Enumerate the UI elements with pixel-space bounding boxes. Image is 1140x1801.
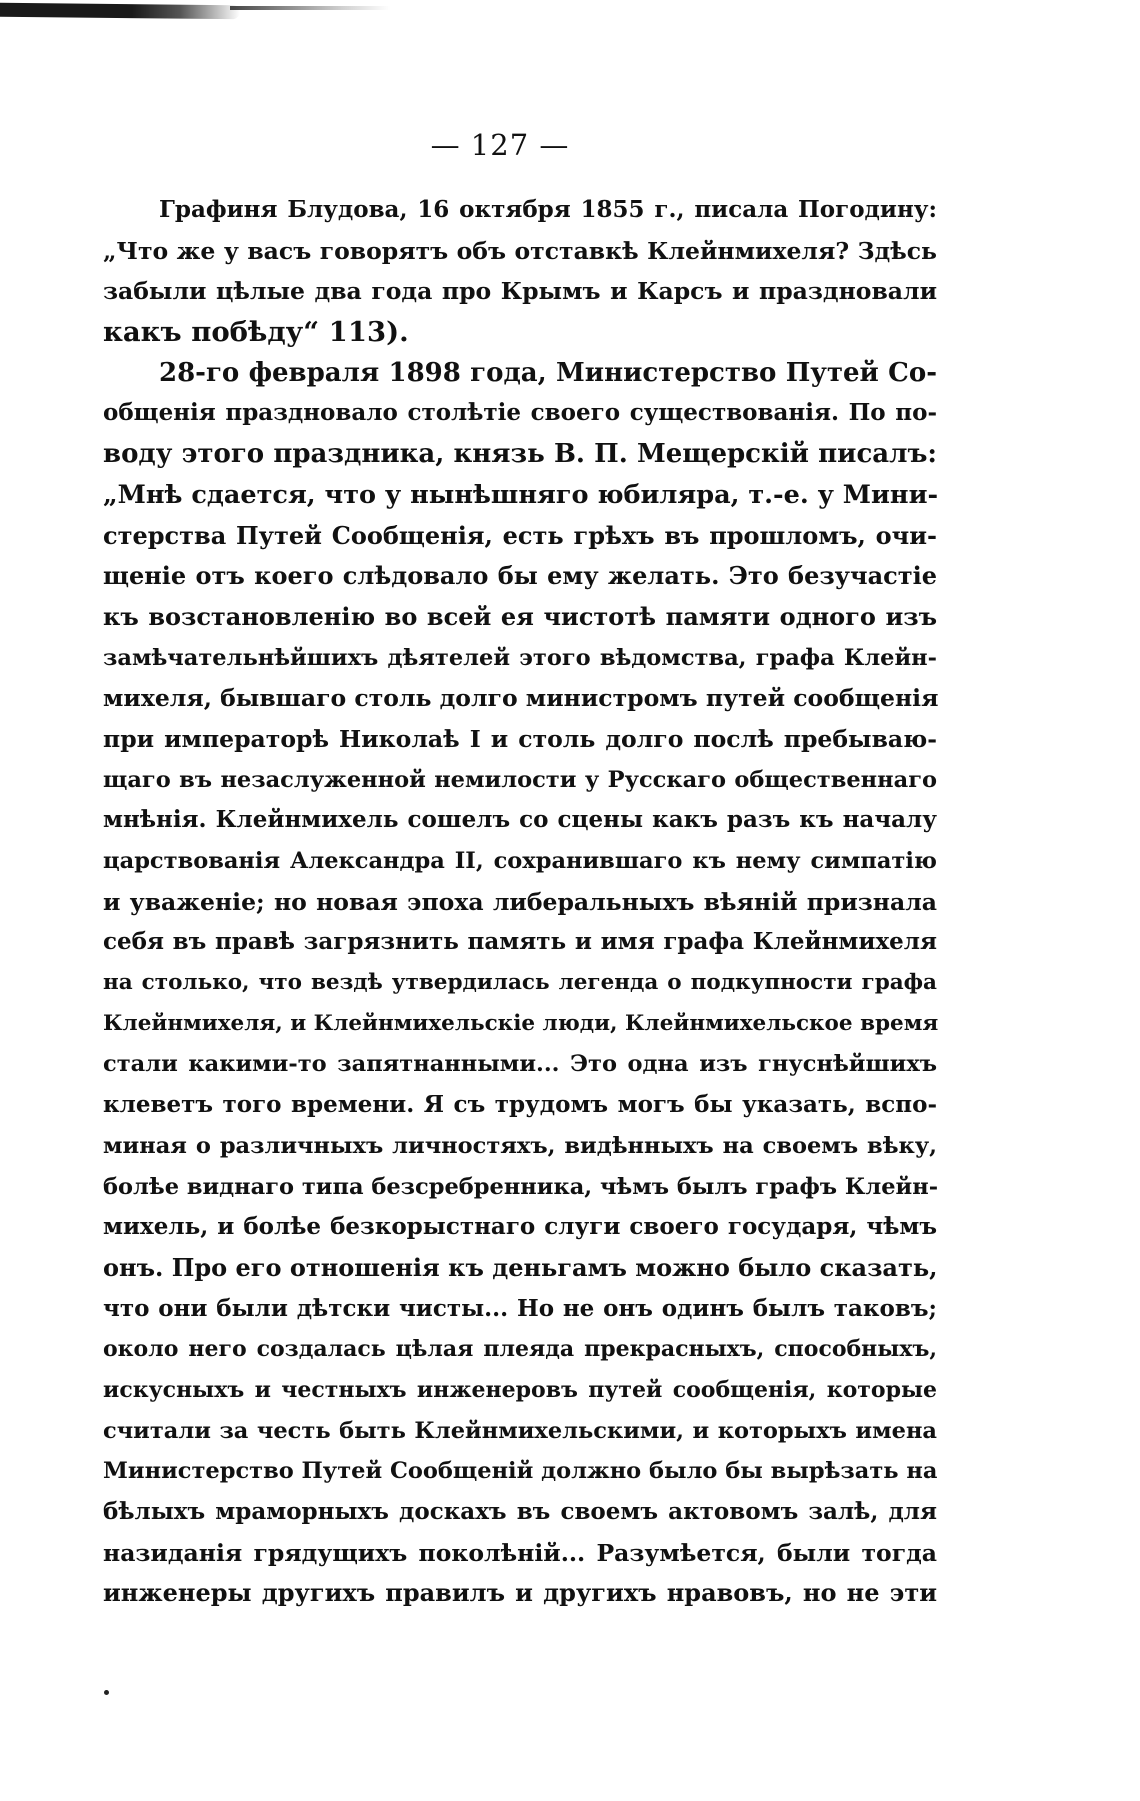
text-line: назиданія грядущихъ поколѣній... Разумѣется, были тогда: [103, 1538, 937, 1567]
text-line: „Мнѣ сдается, что у нынѣшняго юбиляра, т.-е. у Мини-: [103, 479, 939, 510]
text-line: общенія праздновало столѣтіе своего существованія. По по-: [103, 399, 937, 427]
text-line: Министерство Путей Сообщеній должно было бы вырѣзать на: [103, 1458, 938, 1485]
text-line: считали за честь быть Клейнмихельскими, и которыхъ имена: [103, 1417, 937, 1444]
text-line: инженеры другихъ правилъ и другихъ нравовъ, но не эти: [103, 1578, 937, 1608]
text-line: царствованія Александра II, сохранившаго къ нему симпатію: [103, 848, 937, 874]
stray-dot-mark: [104, 1690, 109, 1695]
text-line: онъ. Про его отношенія къ деньгамъ можно было сказать,: [103, 1252, 938, 1282]
text-line: щаго въ незаслуженной немилости у Русскаго общественнаго: [103, 766, 937, 793]
text-line: себя въ правѣ загрязнить память и имя графа Клейнмихеля: [103, 928, 937, 956]
text-line: при императорѣ Николаѣ I и столь долго послѣ пребываю-: [103, 724, 937, 753]
page-number: — 127 —: [430, 128, 570, 162]
text-line: и уваженіе; но новая эпоха либеральныхъ вѣяній признала: [103, 887, 937, 916]
text-line: михеля, бывшаго столь долго министромъ путей сообщенія: [103, 684, 939, 713]
text-line: искусныхъ и честныхъ инженеровъ путей сообщенія, которые: [103, 1376, 937, 1403]
text-line: щеніе отъ коего слѣдовало бы ему желать. Это безучастіе: [103, 561, 937, 591]
text-line: Графиня Блудова, 16 октября 1855 г., писала Погодину:: [159, 196, 937, 223]
text-line: забыли цѣлые два года про Крымъ и Карсъ и праздновали: [103, 277, 937, 306]
text-line: къ возстановленію во всей ея чистотѣ памяти одного изъ: [103, 601, 937, 631]
text-line: воду этого праздника, князь В. П. Мещерскій писалъ:: [103, 439, 937, 470]
text-line: Клейнмихеля, и Клейнмихельскіе люди, Клейнмихельское время: [103, 1010, 939, 1036]
text-line: стерства Путей Сообщенія, есть грѣхъ въ прошломъ, очи-: [103, 520, 937, 550]
text-line: болѣе виднаго типа безсребренника, чѣмъ былъ графъ Клейн-: [103, 1173, 939, 1200]
text-line: клеветъ того времени. Я съ трудомъ могъ бы указать, вспо-: [103, 1091, 937, 1119]
text-line: михель, и болѣе безкорыстнаго слуги своего государя, чѣмъ: [103, 1213, 937, 1241]
body-text: [103, 190, 937, 1614]
text-line: 28-го февраля 1898 года, Министерство Путей Со-: [159, 357, 937, 388]
text-line: стали какими-то запятнанными... Это одна изъ гнуснѣйшихъ: [103, 1051, 937, 1078]
text-line: на столько, что вездѣ утвердилась легенда о подкупности графа: [103, 970, 937, 996]
scan-edge-mark-tail: [230, 6, 390, 10]
text-line: замѣчательнѣйшихъ дѣятелей этого вѣдомства, графа Клейн-: [103, 644, 937, 671]
text-line: около него создалась цѣлая плеяда прекрасныхъ, способныхъ,: [103, 1336, 937, 1363]
scan-edge-mark: [0, 3, 240, 20]
text-line: „Что же у васъ говорятъ объ отставкѣ Клейнмихеля? Здѣсь: [103, 236, 937, 265]
text-line: что они были дѣтски чисты... Но не онъ одинъ былъ таковъ;: [103, 1294, 937, 1322]
text-line: миная о различныхъ личностяхъ, видѣнныхъ на своемъ вѣку,: [103, 1132, 937, 1159]
text-line: какъ побѣду“ 113).: [103, 316, 409, 349]
text-line: мнѣнія. Клейнмихель сошелъ со сцены какъ разъ къ началу: [103, 806, 937, 834]
text-line: бѣлыхъ мраморныхъ доскахъ въ своемъ актовомъ залѣ, для: [103, 1498, 937, 1525]
